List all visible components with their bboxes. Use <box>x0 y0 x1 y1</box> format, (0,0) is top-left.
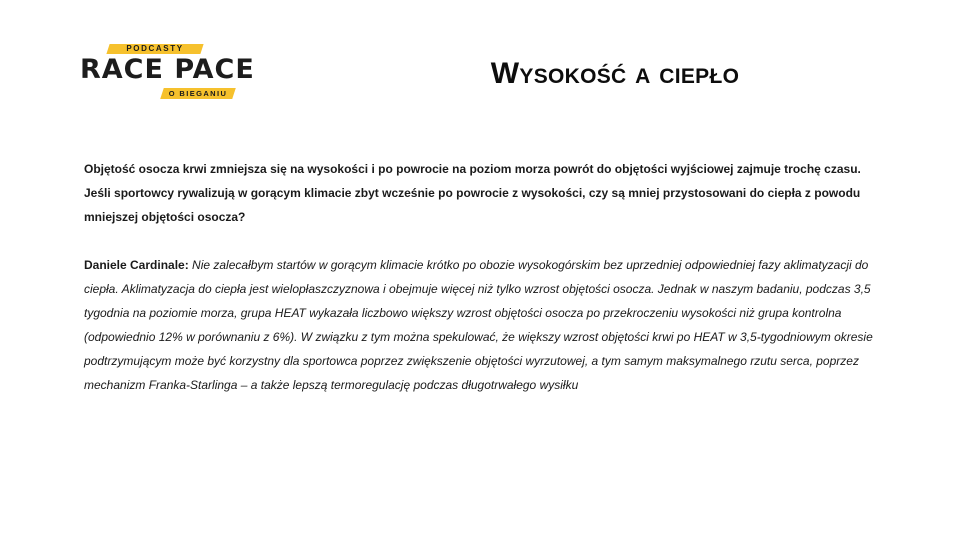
race-pace-logo <box>80 42 260 102</box>
question-paragraph: Objętość osocza krwi zmniejsza się na wysokości i po powrocie na poziom morza powrót do objętości wyjściowej zajmuje trochę czasu. Jeśli sportowcy rywalizują w gorącym klimacie zbyt wcześnie po powrocie z wysokości, czy są mniej przystosowani do ciepła z powodu mniejszej objętości osocza? <box>84 162 861 224</box>
answer-text: Nie zalecałbym startów w gorącym klimacie krótko po obozie wysokogórskim bez uprzedniej odpowiedniej fazy aklimatyzacji do ciepła. Aklimatyzacja do ciepła jest wielopłaszczyznowa i obejmuje więcej niż tylko wzrost objętości osocza. Jednak w naszym badaniu, podczas 3,5 tygodnia na poziomie morza, grupa HEAT wykazała liczbowo większy wzrost objętości osocza po przekroczeniu wysokości niż grupa kontrolna (odpowiednio 12% w porównaniu z 6%). W związku z tym można spekulować, że większy wzrost objętości krwi po HEAT w 3,5-tygodniowym okresie podtrzymującym może być korzystny dla sportowca poprzez zwiększenie objętości wyrzutowej, a tym samym maksymalnego rzutu serca, poprzez mechanizm Franka-Starlinga – a także lepszą termoregulację podczas długotrwałego wysiłku <box>84 258 873 392</box>
logo-main-text: RACE PACE <box>80 54 255 85</box>
answer-paragraph <box>84 253 884 397</box>
logo-bottom-text: O BIEGANIU <box>168 89 228 98</box>
slide-title: Wysokość a ciepło <box>490 57 740 90</box>
slide-content <box>84 157 884 397</box>
logo-top-text: PODCASTY <box>126 44 184 53</box>
speaker-name: Daniele Cardinale: <box>84 258 189 272</box>
